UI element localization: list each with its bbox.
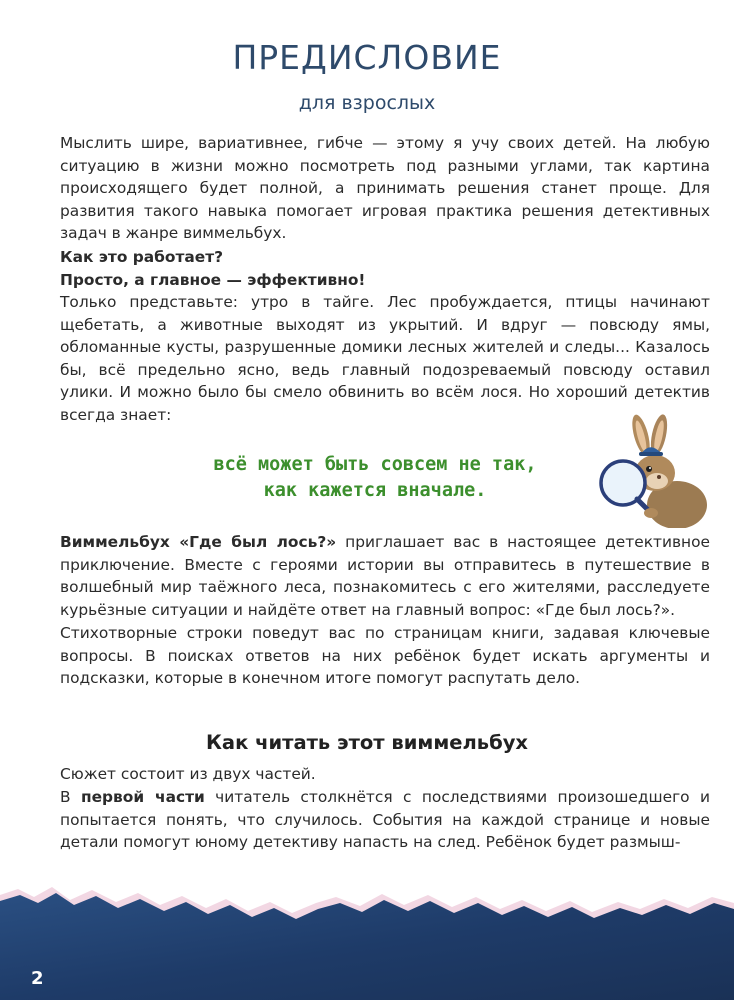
- rabbit-detective-icon: [595, 413, 710, 528]
- question-line: Как это работает?: [60, 248, 224, 266]
- first-part-prefix: В: [60, 788, 81, 806]
- torn-paper-footer: [0, 875, 734, 1000]
- quote-line-2: как кажется вначале.: [263, 480, 487, 501]
- page-subtitle: для взрослых: [298, 92, 436, 114]
- green-quote: [160, 452, 590, 504]
- first-part-bold: первой части: [80, 788, 205, 806]
- plot-paragraph: Сюжет состоит из двух частей.: [60, 765, 316, 783]
- page-title: ПРЕДИСЛОВИЕ: [232, 38, 502, 77]
- page-number: 2: [31, 968, 44, 989]
- book-paragraph-text: приглашает вас в настоящее детективное приключение. Вместе с героями истории вы отправитесь в путешествие в волшебный мир таёжного леса, познакомитесь с его жителями, расследуете курьёзные ситуации и найдёте ответ на главный вопрос: «Где был лось?».: [60, 533, 710, 619]
- verses-paragraph: Стихотворные строки поведут вас по страницам книги, задавая ключевые вопросы. В поисках ответов на них ребёнок будет искать аргументы и подсказки, которые в конечном итоге помогут распутать дело.: [60, 624, 710, 688]
- book-title: Виммельбух «Где был лось?»: [60, 533, 337, 551]
- book-paragraph: [60, 531, 710, 621]
- section-heading: Как читать этот виммельбух: [205, 731, 529, 754]
- first-part-paragraph: [60, 786, 710, 854]
- first-part-text: читатель столкнётся с последствиями произошедшего и попытается понять, что случилось. События на каждой странице и новые детали помогут юному детективу напасть на след. Ребёнок будет размыш-: [60, 788, 710, 852]
- intro-paragraph: Мыслить шире, вариативнее, гибче — этому я учу своих детей. На любую ситуацию в жизни можно посмотреть под разными углами, так картина происходящего будет полной, а принимать решения станет проще. Для развития такого навыка помогает игровая практика решения детективных задач в жанре виммельбух.: [60, 134, 710, 243]
- answer-line: Просто, а главное — эффективно!: [60, 271, 366, 289]
- quote-line-1: всё может быть совсем не так,: [213, 454, 537, 475]
- story-paragraph: Только представьте: утро в тайге. Лес пробуждается, птицы начинают щебетать, а животные выходят из укрытий. И вдруг — повсюду ямы, обломанные кусты, разрушенные домики лесных жителей и следы... Казалось бы, всё предельно ясно, ведь главный подозреваемый повсюду оставил улики. И можно было бы смело обвинить во всём лося. Но хороший детектив всегда знает:: [60, 293, 710, 424]
